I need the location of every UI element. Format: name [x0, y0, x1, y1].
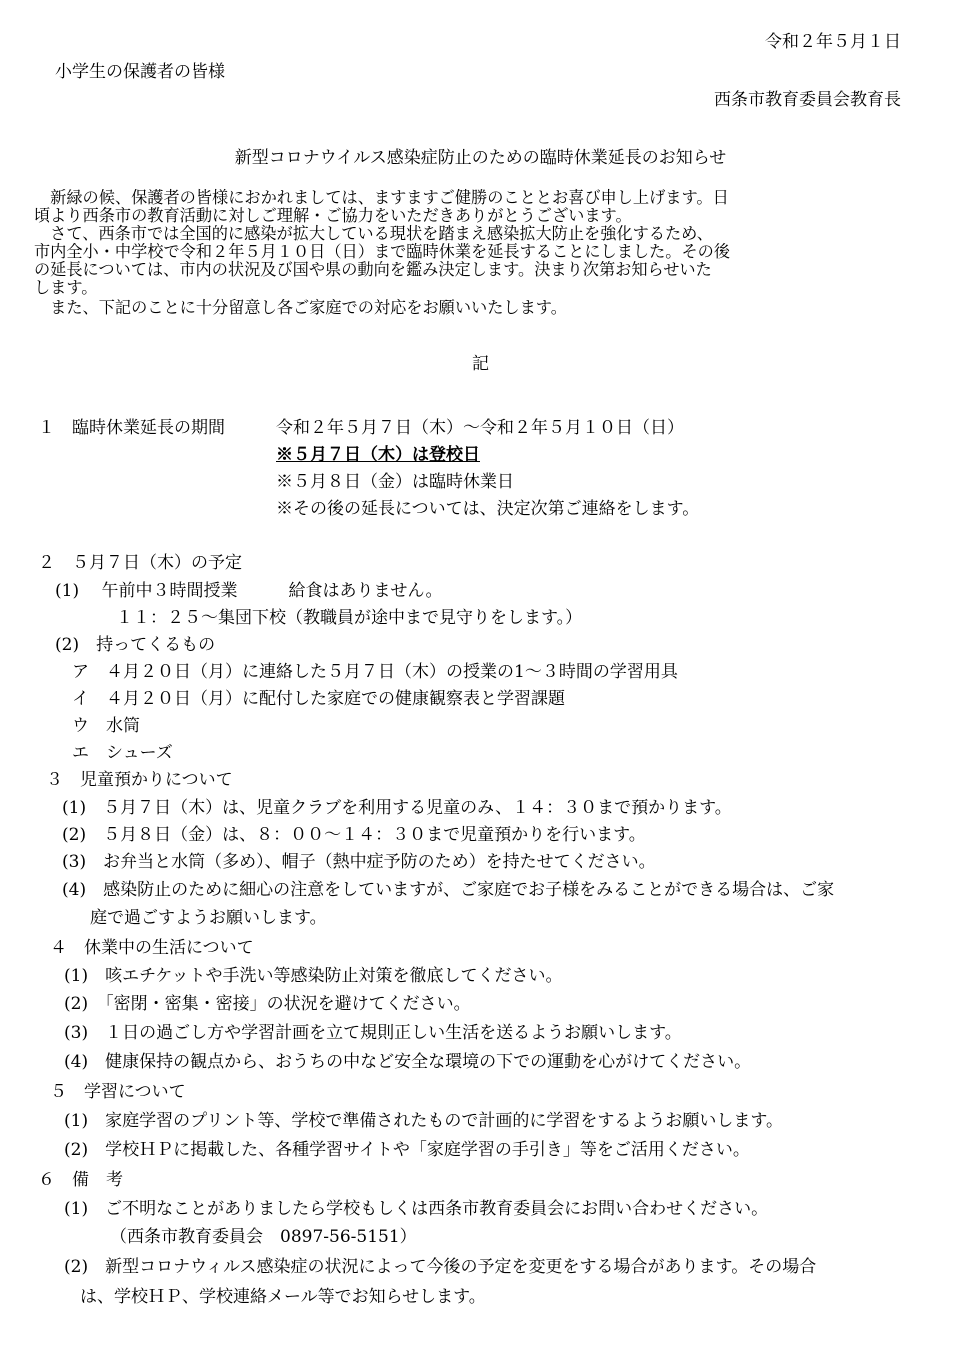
section3-item: (2) ５月８日（金）は、８：００～１４：３０まで児童預かりを行います。: [62, 825, 646, 845]
section6-item: は、学校ＨＰ、学校連絡メール等でお知らせします。: [80, 1287, 486, 1307]
section2-item: イ ４月２０日（月）に配付した家庭での健康観察表と学習課題: [72, 689, 565, 709]
section6-heading: ６ 備 考: [38, 1170, 123, 1190]
section5-heading: ５ 学習について: [50, 1082, 186, 1102]
section3-item: (4) 感染防止のために細心の注意をしていますが、ご家庭でお子様をみることができる場合は、ご家: [62, 880, 835, 900]
section2-item: エ シューズ: [72, 743, 173, 763]
section4-heading: ４ 休業中の生活について: [50, 938, 254, 958]
intro-line: 新緑の候、保護者の皆様におかれましては、ますますご健勝のこととお喜び申し上げます。日: [34, 188, 729, 207]
intro-line: します。: [34, 278, 98, 297]
section6-item: (2) 新型コロナウィルス感染症の状況によって今後の予定を変更をする場合があります。その場合: [64, 1257, 817, 1277]
section1-note: ※５月８日（金）は臨時休業日: [276, 472, 514, 492]
intro-line: 頃より西条市の教育活動に対しご理解・ご協力をいただきありがとうございます。: [34, 206, 632, 225]
section2-heading: ２ ５月７日（木）の予定: [38, 553, 242, 573]
section3-item: 庭で過ごすようお願いします。: [90, 908, 327, 928]
intro-line: 市内全小・中学校で令和２年５月１０日（日）まで臨時休業を延長することにしました。その後: [34, 242, 731, 261]
addressee: 小学生の保護者の皆様: [55, 62, 225, 82]
ki-mark: 記: [472, 354, 489, 374]
section3-item: (3) お弁当と水筒（多め）、帽子（熱中症予防のため）を持たせてください。: [62, 852, 656, 872]
section6-item: (1) ご不明なことがありましたら学校もしくは西条市教育委員会にお問い合わせください。: [64, 1199, 769, 1219]
intro-line: また、下記のことに十分留意し各ご家庭での対応をお願いいたします。: [34, 298, 567, 317]
section2-item: (2) 持ってくるもの: [55, 635, 216, 655]
section1-heading: １ 臨時休業延長の期間: [38, 418, 225, 438]
section3-item: (1) ５月７日（木）は、児童クラブを利用する児童のみ、１４：３０まで預かります。: [62, 798, 732, 818]
section1-period: 令和２年５月７日（木）～令和２年５月１０日（日）: [276, 418, 684, 438]
intro-line: さて、西条市では全国的に感染が拡大している現状を踏まえ感染拡大防止を強化するため、: [34, 224, 713, 243]
section2-item: (1) 午前中３時間授業 給食はありません。: [55, 581, 443, 601]
section4-item: (3) １日の過ごし方や学習計画を立て規則正しい生活を送るようお願いします。: [64, 1023, 682, 1043]
section1-note: ※その後の延長については、決定次第ご連絡をします。: [276, 499, 700, 519]
section4-item: (2) 「密閉・密集・密接」の状況を避けてください。: [64, 994, 471, 1014]
section4-item: (4) 健康保持の観点から、おうちの中など安全な環境の下での運動を心がけてください。: [64, 1052, 752, 1072]
section2-item: １１：２５～集団下校（教職員が途中まで見守りをします。）: [116, 608, 583, 628]
sender: 西条市教育委員会教育長: [714, 90, 901, 110]
section2-item: ア ４月２０日（月）に連絡した５月７日（木）の授業の1～３時間の学習用具: [72, 662, 678, 682]
section3-heading: ３ 児童預かりについて: [46, 770, 233, 790]
intro-line: の延長については、市内の状況及び国や県の動向を鑑み決定します。決まり次第お知らせいた: [34, 260, 712, 279]
section2-item: ウ 水筒: [72, 716, 140, 736]
section6-contact: （西条市教育委員会 0897-56-5151）: [110, 1227, 417, 1247]
section5-item: (2) 学校ＨＰに掲載した、各種学習サイトや「家庭学習の手引き」等をご活用ください。: [64, 1140, 750, 1160]
section4-item: (1) 咳エチケットや手洗い等感染防止対策を徹底してください。: [64, 966, 563, 986]
document-title: 新型コロナウイルス感染症防止のための臨時休業延長のお知らせ: [234, 148, 727, 168]
section5-item: (1) 家庭学習のプリント等、学校で準備されたもので計画的に学習をするようお願いします。: [64, 1111, 784, 1131]
section1-note-school-day: ※５月７日（木）は登校日: [276, 445, 480, 465]
document-date: 令和２年５月１日: [765, 32, 901, 52]
